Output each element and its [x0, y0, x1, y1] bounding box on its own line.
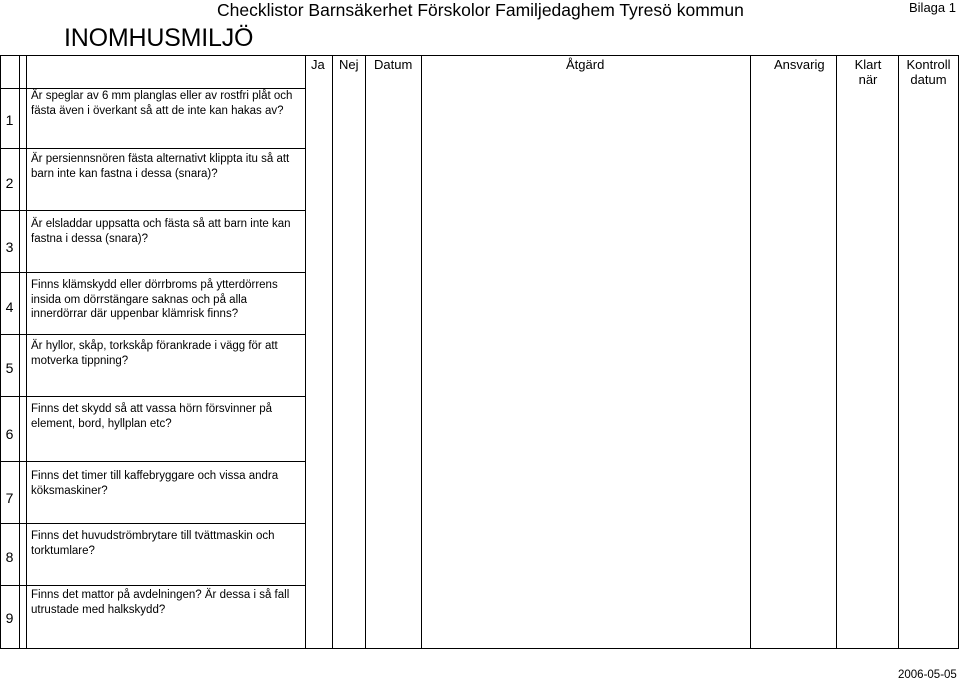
grid-line [0, 585, 306, 586]
question-text: Finns klämskydd eller dörrbroms på ytterdörrens insida om dörrstängare saknas och på alla innerdörrar där uppenbar klämrisk finns? [31, 279, 278, 320]
question-text: Är speglar av 6 mm planglas eller av rostfri plåt och fästa även i överkant så att de inte kan hakas av? [31, 90, 293, 117]
grid-line [0, 523, 306, 524]
column-header-kontroll-datum [899, 57, 958, 87]
column-header-nej: Nej [339, 57, 359, 72]
grid-line [0, 648, 959, 649]
row-number: 9 [5, 610, 14, 626]
grid-line [0, 461, 306, 462]
row-number: 3 [5, 239, 14, 255]
grid-line [365, 55, 366, 648]
row-number: 5 [5, 360, 14, 376]
column-header-atgard: Åtgärd [566, 57, 605, 72]
question-text: Finns det timer till kaffebryggare och vissa andra köksmaskiner? [31, 470, 279, 497]
question-text: Finns det huvudströmbrytare till tvättmaskin och torktumlare? [31, 530, 275, 557]
row-number: 4 [5, 299, 14, 315]
grid-line [836, 55, 837, 648]
question-text: Är persiennsnören fästa alternativt klippta itu så att barn inte kan fastna i dessa (snara)? [31, 153, 290, 180]
question-text: Är hyllor, skåp, torkskåp förankrade i vägg för att motverka tippning? [31, 340, 278, 367]
row-number: 7 [5, 490, 14, 506]
section-title: INOMHUSMILJÖ [64, 24, 254, 52]
grid-line [0, 55, 959, 56]
grid-line [26, 55, 27, 648]
grid-line [305, 55, 306, 648]
grid-line [0, 334, 306, 335]
grid-line [898, 55, 899, 648]
footer-date: 2006-05-05 [898, 669, 957, 681]
grid-line [421, 55, 422, 648]
row-number: 1 [5, 112, 14, 128]
grid-line [332, 55, 333, 648]
grid-line [19, 55, 20, 648]
question-text: Är elsladdar uppsatta och fästa så att barn inte kan fastna i dessa (snara)? [31, 218, 291, 245]
column-header-datum: Datum [374, 57, 413, 72]
row-number: 8 [5, 549, 14, 565]
grid-line [750, 55, 751, 648]
grid-line [0, 148, 306, 149]
question-text: Finns det skydd så att vassa hörn försvinner på element, bord, hyllplan etc? [31, 403, 272, 430]
grid-line [958, 55, 959, 648]
column-header-kontroll-line1: Kontroll [906, 57, 951, 72]
column-header-klart-line1: Klart [854, 57, 882, 72]
column-header-ansvarig: Ansvarig [774, 57, 825, 72]
question-text: Finns det mattor på avdelningen? Är dessa i så fall utrustade med halkskydd? [31, 589, 290, 616]
column-header-kontroll-line2: datum [910, 72, 947, 87]
grid-line [0, 396, 306, 397]
column-header-ja: Ja [311, 57, 325, 72]
row-number: 6 [5, 426, 14, 442]
appendix-label: Bilaga 1 [909, 0, 956, 15]
column-header-klart-line2: när [858, 72, 878, 87]
grid-line [0, 272, 306, 273]
column-header-klart-nar [840, 57, 896, 87]
row-number: 2 [5, 175, 14, 191]
document-title: Checklistor Barnsäkerhet Förskolor Familjedaghem Tyresö kommun [217, 0, 744, 20]
grid-line [0, 210, 306, 211]
